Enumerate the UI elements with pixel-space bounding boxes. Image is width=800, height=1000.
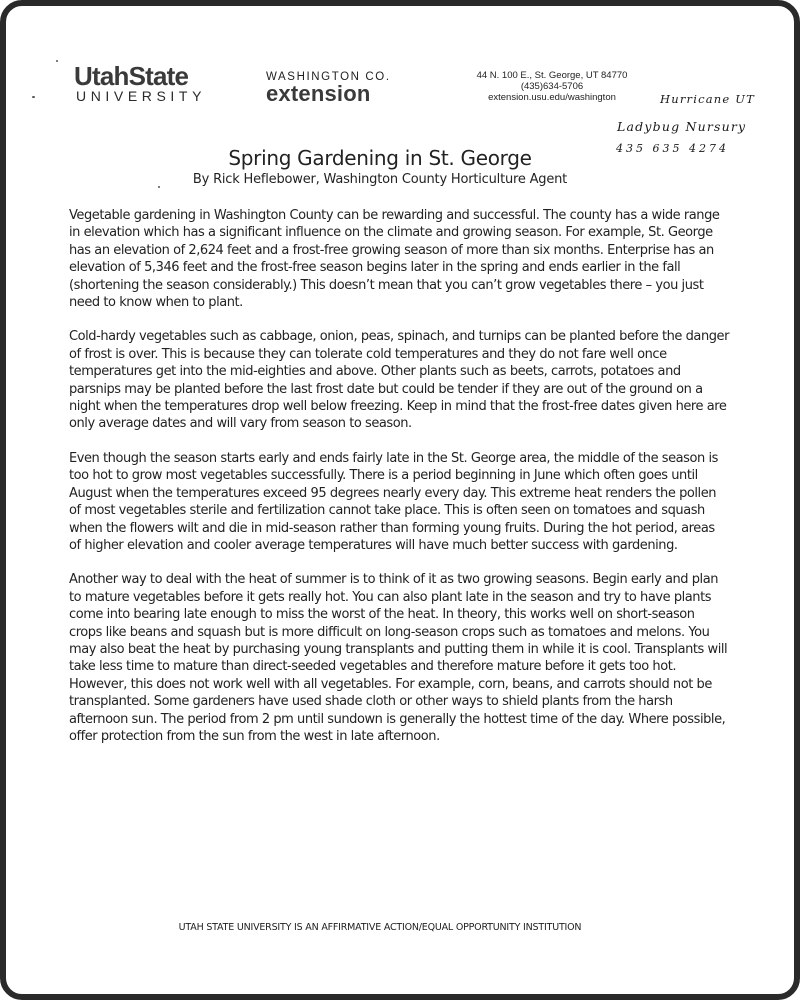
scan-speck [56,60,58,62]
address-street: 44 N. 100 E., St. George, UT 84770 [476,70,628,81]
paragraph: Another way to deal with the heat of summer is to think of it as two growing seasons. Begin early and plan to mature vegetables before it gets really hot. You can also plant late in the season and try to have plants come into bearing late enough to miss the worst of the heat. In theory, this works well on short-season crops like beans and squash but is more difficult on long-season crops such as tomatoes and melons. You may also beat the heat by purchasing young transplants and putting them in while it is cool. Transplants will take less time to mature than direct-seeded vegetables and therefore mature before it gets too hot. However, this does not work well with all vegetables. For example, corn, beans, and carrots should not be transplanted. Some gardeners have used shade cloth or other ways to shield plants from the harsh afternoon sun. The period from 2 pm until sundown is generally the hottest time of the day. Where possible, offer protection from the sun from the west in late afternoon. [69,572,728,744]
address-phone: (435)634-5706 [520,81,584,92]
article-title: Spring Gardening in St. George [228,146,532,170]
scan-speck [32,96,35,98]
handwritten-note-line3: 435 635 4274 [616,142,729,155]
address-website: extension.usu.edu/washington [488,92,616,103]
usu-logo-sub: UNIVERSITY [76,88,207,104]
paragraph: Even though the season starts early and ends fairly late in the St. George area, the middle of the season is too hot to grow most vegetables successfully. There is a period beginning in June which often goes until August when the temperatures exceed 95 degrees nearly every day. This extreme heat renders the pollen of most vegetables sterile and fertilization cannot take place. This is often seen on tomatoes and squash when the flowers wilt and die in mid-season rather than forming young fruits. During the hot period, areas of higher elevation and cooler average temperatures will have much better success with gardening. [69,450,718,553]
paragraph: Cold-hardy vegetables such as cabbage, onion, peas, spinach, and turnips can be planted before the danger of frost is over. This is because they can tolerate cold temperatures and they do not fare well once temperatures get into the mid-eighties and above. Other plants such as beets, carrots, potatoes and parsnips may be planted before the last frost date but could be tender if they are out of the ground on a night when the temperatures drop well below freezing. Keep in mind that the frost-free dates given here are only average dates and will vary from season to season. [69,329,729,432]
article-body [69,207,729,762]
usu-logo-main: UtahState [74,61,189,91]
extension-logo-county: WASHINGTON CO. [266,71,391,83]
paragraph: Vegetable gardening in Washington County can be rewarding and successful. The county has a wide range in elevation which has a significant influence on the climate and growing season. For example, St. George has an elevation of 2,624 feet and a frost-free growing season of more than six months. Enterprise has an elevation of 5,346 feet and the frost-free season begins later in the spring and ends earlier in the fall (shortening the season considerably.) This doesn’t mean that you can’t grow vegetables there – you just need to know when to plant. [69,208,720,311]
article-byline: By Rick Heflebower, Washington County Horticulture Agent [192,172,568,187]
extension-logo [266,71,391,105]
handwritten-note-line1: Hurricane UT [660,92,756,106]
scan-speck [158,186,160,188]
footer-statement: UTAH STATE UNIVERSITY IS AN AFFIRMATIVE ACTION/EQUAL OPPORTUNITY INSTITUTION [178,922,582,933]
office-address [462,70,642,103]
usu-logo [74,61,207,104]
handwritten-note-line2: Ladybug Nursury [617,119,747,134]
extension-logo-main: extension [266,81,371,106]
